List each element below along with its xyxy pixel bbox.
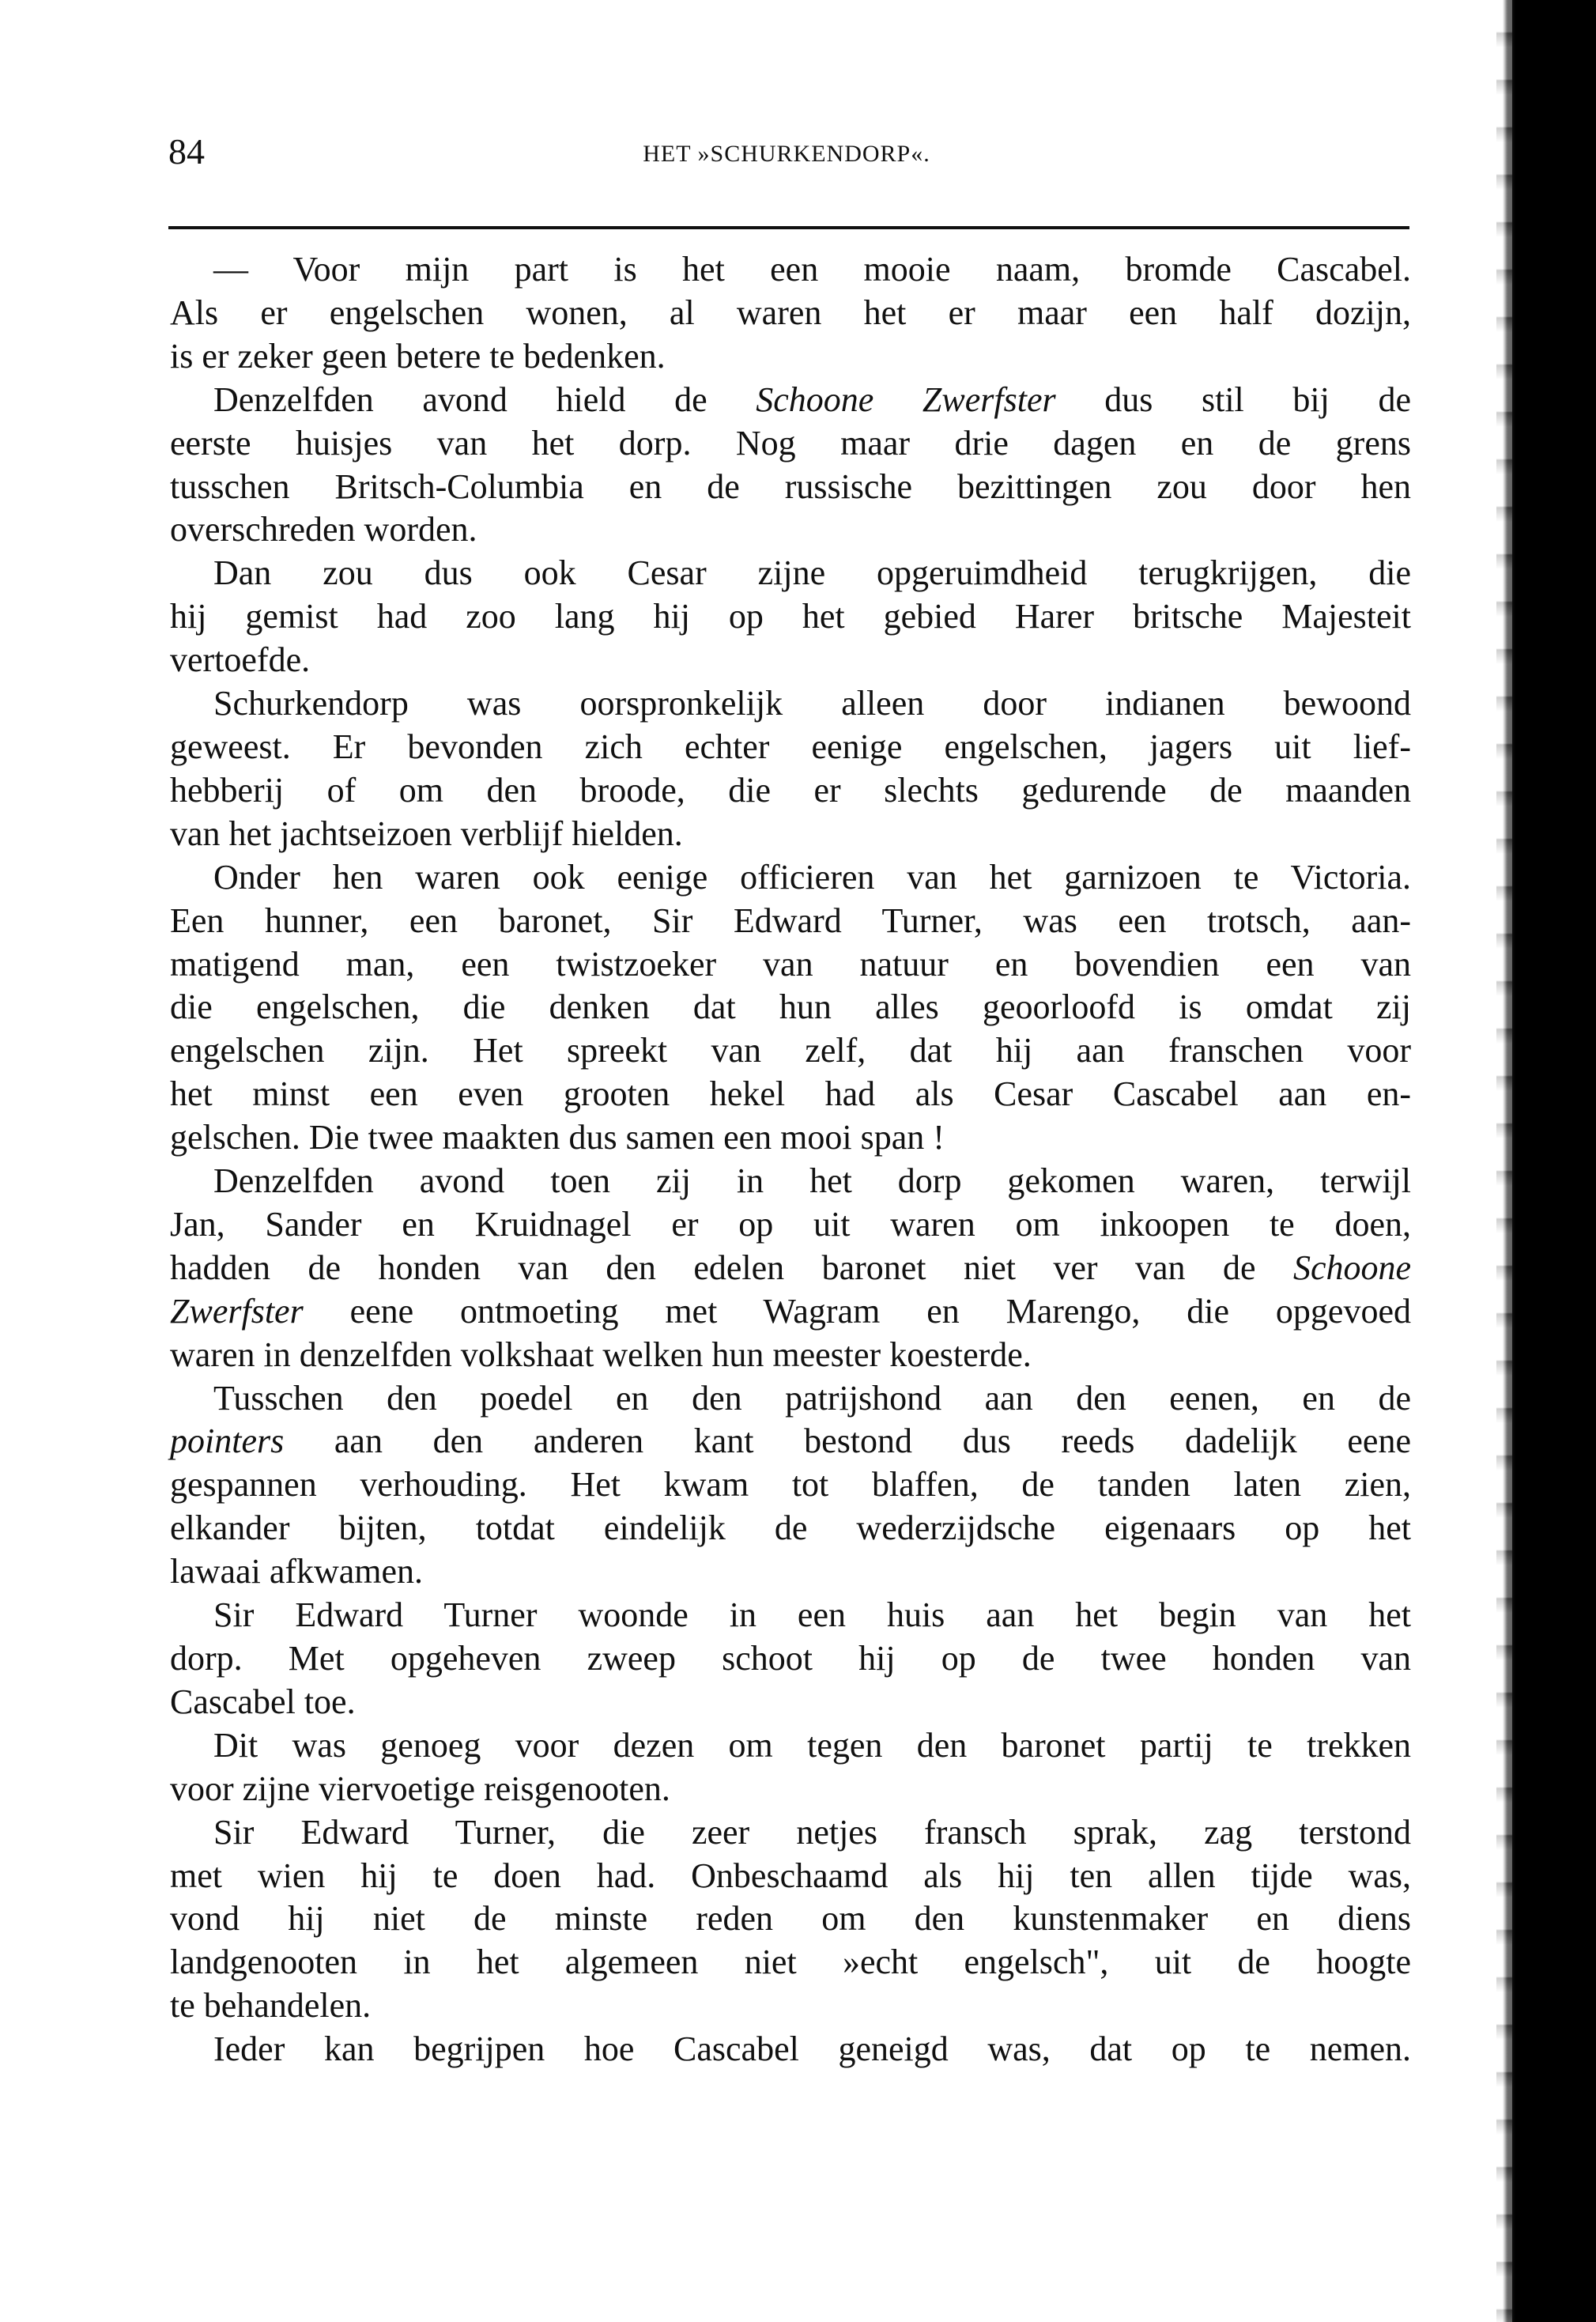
text-segment: Dit was genoeg voor dezen om tegen den baronet partij te trekken <box>213 1725 1411 1765</box>
text-line <box>170 1637 1411 1681</box>
text-line <box>170 1897 1411 1941</box>
text-line <box>170 1029 1411 1073</box>
text-segment: eerste huisjes van het dorp. Nog maar drie dagen en de grens <box>170 423 1411 463</box>
paragraph <box>170 1811 1411 2029</box>
text-segment: elkander bijten, totdat eindelijk de wederzijdsche eigenaars op het <box>170 1508 1411 1548</box>
text-line <box>170 379 1411 422</box>
text-segment: landgenooten in het algemeen niet »echt engelsch", uit de hoogte <box>170 1943 1411 1982</box>
text-segment: Onder hen waren ook eenige officieren van het garnizoen te Victoria. <box>213 857 1411 897</box>
text-line <box>170 943 1411 987</box>
text-line <box>170 986 1411 1029</box>
text-segment: Als er engelschen wonen, al waren het er maar een half dozijn, <box>170 293 1411 332</box>
text-segment: aan den anderen kant bestond dus reeds dadelijk eene <box>284 1422 1411 1461</box>
text-segment: vertoefde. <box>170 640 311 680</box>
text-line <box>170 1855 1411 1898</box>
paragraph <box>170 856 1411 1160</box>
text-line <box>170 1811 1411 1855</box>
paragraph <box>170 1377 1411 1595</box>
text-line <box>170 1203 1411 1247</box>
body-text <box>170 248 1411 2071</box>
text-segment: tusschen Britsch-Columbia en de russische bezittingen zou door hen <box>170 466 1411 506</box>
text-line <box>170 1073 1411 1116</box>
text-segment: gelschen. Die twee maakten dus samen een mooi span ! <box>170 1118 945 1157</box>
text-segment: engelschen zijn. Het spreekt van zelf, dat hij aan franschen voor <box>170 1031 1411 1070</box>
text-line <box>170 813 1411 856</box>
text-line <box>170 1768 1411 1811</box>
text-line <box>170 508 1411 552</box>
text-segment: te behandelen. <box>170 1986 372 2026</box>
text-segment: Cascabel toe. <box>170 1682 356 1721</box>
text-line <box>170 1724 1411 1768</box>
text-line <box>170 1160 1411 1203</box>
italic-text: Schoone <box>1292 1248 1411 1287</box>
text-line <box>170 769 1411 813</box>
text-segment: is er zeker geen betere te bedenken. <box>170 336 666 376</box>
text-segment: hadden de honden van den edelen baronet niet ver van de <box>170 1248 1293 1287</box>
paragraph <box>170 682 1411 856</box>
text-line <box>170 1550 1411 1594</box>
text-line <box>170 552 1411 595</box>
text-line <box>170 726 1411 769</box>
text-segment: het minst een even grooten hekel had als Cesar Cascabel aan en- <box>170 1074 1411 1114</box>
text-line <box>170 1594 1411 1637</box>
text-line <box>170 1984 1411 2028</box>
text-segment: Denzelfden avond hield de <box>213 379 756 419</box>
text-segment: matigend man, een twistzoeker van natuur en bovendien een van <box>170 944 1411 984</box>
text-segment: gespannen verhouding. Het kwam tot blaffen, de tanden laten zien, <box>170 1465 1411 1505</box>
text-line <box>170 682 1411 726</box>
text-segment: dus stil bij de <box>1055 379 1411 419</box>
text-segment: Denzelfden avond toen zij in het dorp gekomen waren, terwijl <box>213 1161 1411 1201</box>
running-title: HET »SCHURKENDORP«. <box>643 141 930 167</box>
page-number: 84 <box>168 131 205 172</box>
text-segment: — Voor mijn part is het een mooie naam, bromde Cascabel. <box>213 250 1411 289</box>
text-line <box>170 466 1411 509</box>
text-line <box>170 1116 1411 1160</box>
text-line <box>170 1247 1411 1290</box>
paragraph <box>170 2028 1411 2071</box>
text-segment: Jan, Sander en Kruidnagel er op uit waren om inkoopen te doen, <box>170 1204 1411 1244</box>
text-segment: overschreden worden. <box>170 510 477 549</box>
text-line <box>170 1420 1411 1463</box>
paragraph <box>170 379 1411 553</box>
text-segment: Dan zou dus ook Cesar zijne opgeruimdheid terugkrijgen, die <box>213 553 1411 593</box>
text-line <box>170 595 1411 639</box>
text-segment: vond hij niet de minste reden om den kunstenmaker en diens <box>170 1899 1411 1939</box>
text-segment: Een hunner, een baronet, Sir Edward Turner, was een trotsch, aan- <box>170 900 1411 940</box>
text-line <box>170 248 1411 292</box>
text-segment: Sir Edward Turner woonde in een huis aan het begin van het <box>213 1595 1411 1635</box>
header-rule <box>168 226 1409 229</box>
text-segment: hij gemist had zoo lang hij op het gebied Harer britsche Majesteit <box>170 597 1411 636</box>
italic-text: Schoone Zwerfster <box>756 379 1056 419</box>
text-line <box>170 1681 1411 1724</box>
text-segment: hebberij of om den broode, die er slechts gedurende de maanden <box>170 770 1411 810</box>
italic-text: Zwerfster <box>170 1291 304 1331</box>
text-segment: met wien hij te doen had. Onbeschaamd als hij ten allen tijde was, <box>170 1856 1411 1895</box>
text-segment: Schurkendorp was oorspronkelijk alleen door indianen bewoond <box>213 684 1411 723</box>
paragraph <box>170 552 1411 682</box>
paragraph <box>170 1594 1411 1724</box>
paragraph <box>170 248 1411 379</box>
text-line <box>170 335 1411 379</box>
text-line <box>170 1334 1411 1377</box>
text-segment: eene ontmoeting met Wagram en Marengo, die opgevoed <box>303 1291 1411 1331</box>
text-segment: van het jachtseizoen verblijf hielden. <box>170 814 683 853</box>
text-line <box>170 1941 1411 1984</box>
text-segment: lawaai afkwamen. <box>170 1552 424 1591</box>
text-line <box>170 1463 1411 1507</box>
text-line <box>170 1507 1411 1550</box>
text-segment: Sir Edward Turner, die zeer netjes fransch sprak, zag terstond <box>213 1812 1411 1852</box>
text-segment: dorp. Met opgeheven zweep schoot hij op de twee honden van <box>170 1639 1411 1678</box>
text-segment: geweest. Er bevonden zich echter eenige engelschen, jagers uit lief- <box>170 727 1411 766</box>
text-segment: waren in denzelfden volkshaat welken hun meester koesterde. <box>170 1335 1032 1374</box>
text-line <box>170 900 1411 943</box>
text-line <box>170 856 1411 900</box>
text-segment: Tusschen den poedel en den patrijshond aan den eenen, en de <box>213 1378 1411 1418</box>
text-line <box>170 1290 1411 1334</box>
text-line <box>170 1377 1411 1421</box>
paragraph <box>170 1160 1411 1377</box>
text-line <box>170 292 1411 335</box>
text-segment: voor zijne viervoetige reisgenooten. <box>170 1769 670 1808</box>
binding-shadow <box>1496 0 1512 2322</box>
text-segment: Ieder kan begrijpen hoe Cascabel geneigd was, dat op te nemen. <box>213 2029 1411 2069</box>
text-line <box>170 639 1411 682</box>
text-line <box>170 2028 1411 2071</box>
italic-text: pointers <box>170 1422 285 1461</box>
paragraph <box>170 1724 1411 1811</box>
text-segment: die engelschen, die denken dat hun alles geoorloofd is omdat zij <box>170 987 1411 1027</box>
text-line <box>170 422 1411 466</box>
